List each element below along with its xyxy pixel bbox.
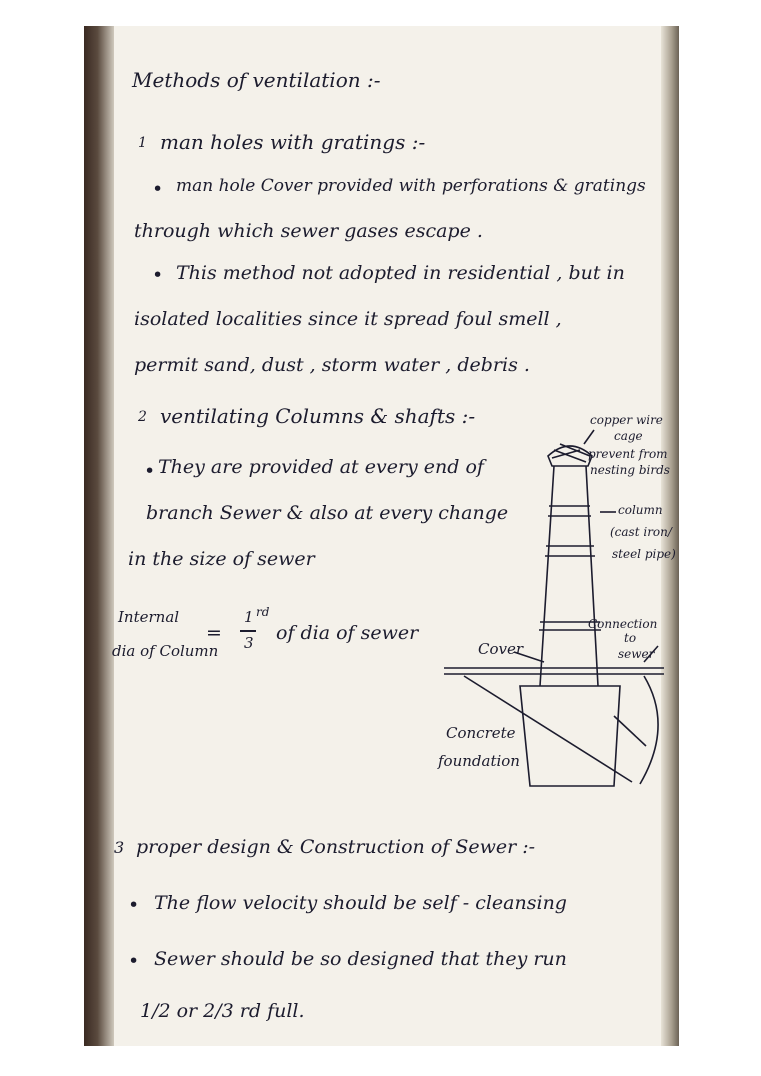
section-1-bullet-2-line-3: permit sand, dust , storm water , debris . <box>134 354 530 376</box>
page-title: Methods of ventilation :- <box>132 68 381 92</box>
section-1-bullet-1-line-1: man hole Cover provided with perforations & gratings <box>176 176 646 196</box>
section-3-bullet-3: 1/2 or 2/3 rd full. <box>140 1000 305 1022</box>
section-3-heading: proper design & Construction of Sewer :- <box>136 836 536 858</box>
label-connection-line-2: to <box>624 631 637 645</box>
formula-denominator: 3 <box>244 634 254 652</box>
formula-numerator: 1 <box>244 608 254 626</box>
label-cage-line-2: cage <box>614 429 643 443</box>
label-connection-line-1: Connection <box>588 617 658 631</box>
section-3-number: 3 <box>114 838 125 857</box>
connection-curve <box>640 676 658 784</box>
formula-lhs-line-2: dia of Column <box>112 642 219 660</box>
label-column-line-2: (cast iron/ <box>610 525 672 539</box>
bullet-dot: • <box>152 264 164 286</box>
cage-leader <box>584 430 594 444</box>
section-1-number: 1 <box>138 135 147 151</box>
formula-superscript: rd <box>256 605 270 619</box>
section-3-bullet-2: Sewer should be so designed that they run <box>154 948 567 970</box>
section-2-number: 2 <box>138 409 147 425</box>
bullet-dot: • <box>144 460 156 482</box>
bullet-dot: • <box>152 178 164 200</box>
formula-equals: = <box>206 622 222 644</box>
label-connection-line-3: sewer <box>618 647 655 661</box>
foundation-arrow <box>614 716 646 746</box>
label-cover: Cover <box>478 640 524 658</box>
label-column-line-1: column <box>618 503 663 517</box>
bullet-dot: • <box>128 894 140 916</box>
column-band-1 <box>548 506 591 516</box>
label-foundation-line-2: foundation <box>438 752 520 770</box>
section-2-bullet-line-2: branch Sewer & also at every change <box>146 502 509 524</box>
section-2-bullet-line-3: in the size of sewer <box>128 548 315 570</box>
section-1-bullet-2-line-2: isolated localities since it spread foul smell , <box>134 308 562 330</box>
label-cage-line-4: nesting birds <box>590 463 670 477</box>
section-1-bullet-2-line-1: This method not adopted in residential , but in <box>176 262 625 284</box>
label-cage-line-3: prevent from <box>588 447 668 461</box>
concrete-foundation <box>520 686 620 786</box>
column-outline <box>540 466 598 686</box>
formula-rhs: of dia of sewer <box>276 622 419 644</box>
section-1-heading: man holes with gratings :- <box>160 130 426 154</box>
label-column-line-3: steel pipe) <box>612 547 676 561</box>
section-2-bullet-line-1: They are provided at every end of <box>158 456 484 478</box>
section-3-bullet-1: The flow velocity should be self - cleansing <box>154 892 567 914</box>
label-cage-line-1: copper wire <box>590 413 663 427</box>
bullet-dot: • <box>128 950 140 972</box>
section-2-heading: ventilating Columns & shafts :- <box>160 404 476 428</box>
notebook-page <box>84 26 679 1046</box>
formula-lhs-line-1: Internal <box>118 608 180 626</box>
column-band-2 <box>545 546 595 556</box>
section-1-bullet-1-line-2: through which sewer gases escape . <box>134 220 483 242</box>
label-foundation-line-1: Concrete <box>446 724 516 742</box>
